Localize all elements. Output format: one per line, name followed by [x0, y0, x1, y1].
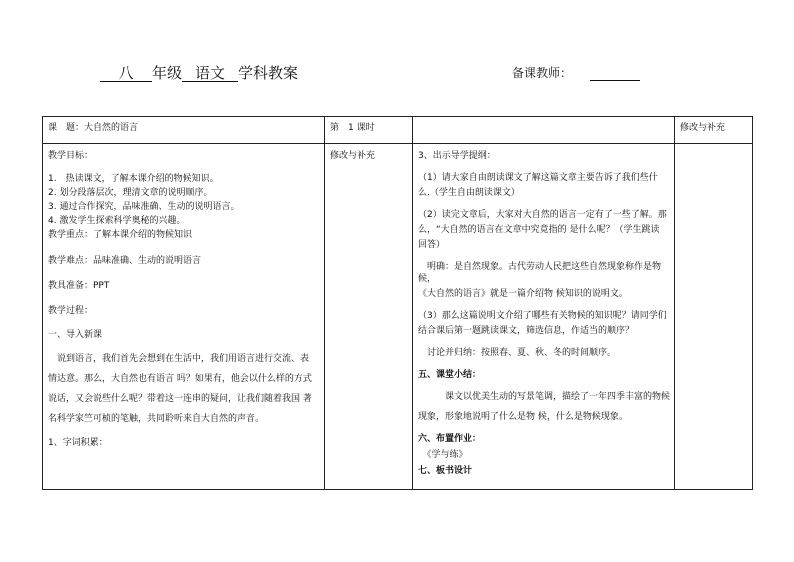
goal-1: 1. 热读课文，了解本课介绍的物候知识。	[48, 174, 219, 184]
intro-line-3: 说话，又会说些什么呢？带着这一连串的疑问，让我们随着我国 著	[48, 394, 312, 404]
homework-title: 六、布置作业：	[418, 434, 482, 444]
revise-mid-cell: 修改与补充	[330, 151, 376, 161]
intro-line-1: 说到语言，我们首先会想到在生活中，我们用语言进行交流、表	[48, 354, 310, 364]
teacher-field	[512, 64, 640, 81]
grade-suffix: 年级	[152, 64, 183, 82]
goal-4: 4. 激发学生探索科学奥秘的兴趣。	[48, 216, 186, 226]
discussion: 讨论并归纳：按照春、夏、秋、冬的时间顺序。	[418, 348, 617, 358]
difficulty: 教学难点：品味准确、生动的说明语言	[48, 256, 202, 266]
grade-value: 八	[100, 65, 152, 82]
table-border-bottom	[42, 489, 753, 490]
q1-line-a: （1）请大家自由朗读课文了解这篇文章主要告诉了我们些什	[418, 173, 658, 183]
table-col-divider-3	[674, 116, 675, 490]
materials: 教具准备：PPT	[48, 281, 110, 291]
document-title	[100, 62, 298, 83]
table-col-divider-1	[324, 116, 325, 490]
key-point: 教学重点：了解本课介绍的物候知识	[48, 230, 193, 240]
q3-line-a: （3）那么这篇说明文介绍了哪些有关物候的知识呢？请同学们	[418, 311, 667, 321]
q2-line-a: （2）读完文章后，大家对大自然的语言一定有了一些了解。那	[418, 210, 667, 220]
goal-2: 2. 划分段落层次，理清文章的说明顺序。	[48, 188, 213, 198]
teacher-blank	[590, 67, 640, 81]
board-title: 七、板书设计	[418, 466, 473, 476]
period-cell: 第 1 课时	[330, 123, 375, 133]
lesson-table	[42, 116, 753, 490]
q2-line-c: 回答）	[418, 240, 446, 250]
q2-line-b: 么，“大自然的语言在文章中究竟指的 是什么呢？（学生跳读	[418, 225, 660, 235]
guide-title: 3、出示导学提纲：	[418, 151, 496, 161]
goal-3: 3. 通过合作探究，品味准确、生动的说明语言。	[48, 202, 240, 212]
table-row-divider	[42, 143, 753, 144]
table-border-top	[42, 116, 753, 117]
table-col-divider-2	[412, 116, 413, 490]
goals-title: 教学目标：	[48, 151, 94, 161]
section-1-title: 一、导入新课	[48, 330, 103, 340]
vocab-title: 1、字词积累：	[48, 438, 108, 448]
summary-line-b: 现象，形象地说明了什么是物 候，什么是物候现象。	[418, 412, 628, 422]
intro-line-2: 情达意。那么，大自然也有语言 吗？如果有，他会以什么样的方式	[48, 374, 312, 384]
homework-text: 《学与练》	[418, 450, 468, 460]
process-title: 教学过程：	[48, 306, 94, 316]
summary-title: 五、课堂小结：	[418, 370, 482, 380]
summary-line-a: 课文以优美生动的写景笔调，描绘了一年四季丰富的物候	[418, 392, 671, 402]
subject-value: 语文	[182, 65, 238, 82]
topic-cell: 课 题：大自然的语言	[48, 123, 139, 133]
revise-header-cell: 修改与补充	[680, 123, 726, 133]
subject-suffix: 学科教案	[238, 64, 299, 82]
table-border-left	[42, 116, 43, 490]
right-column	[418, 150, 671, 477]
q3-line-b: 结合课后第一题跳读课文，筛选信息，作适当的顺序？	[418, 326, 635, 336]
table-border-right	[752, 116, 753, 490]
left-column	[48, 150, 320, 449]
q1-line-b: 么.（学生自由朗读课文）	[418, 188, 520, 198]
answer-line-b: 《大自然的语言》就是一篇介绍物 候知识的说明文。	[418, 289, 628, 299]
teacher-label: 备课教师：	[512, 66, 573, 80]
intro-line-4: 名科学家竺可桢的笔触，共同聆听来自大自然的声音。	[48, 414, 265, 424]
answer-line-a: 明确：是自然现象。古代劳动人民把这些自然现象称作是物候，	[418, 262, 662, 284]
